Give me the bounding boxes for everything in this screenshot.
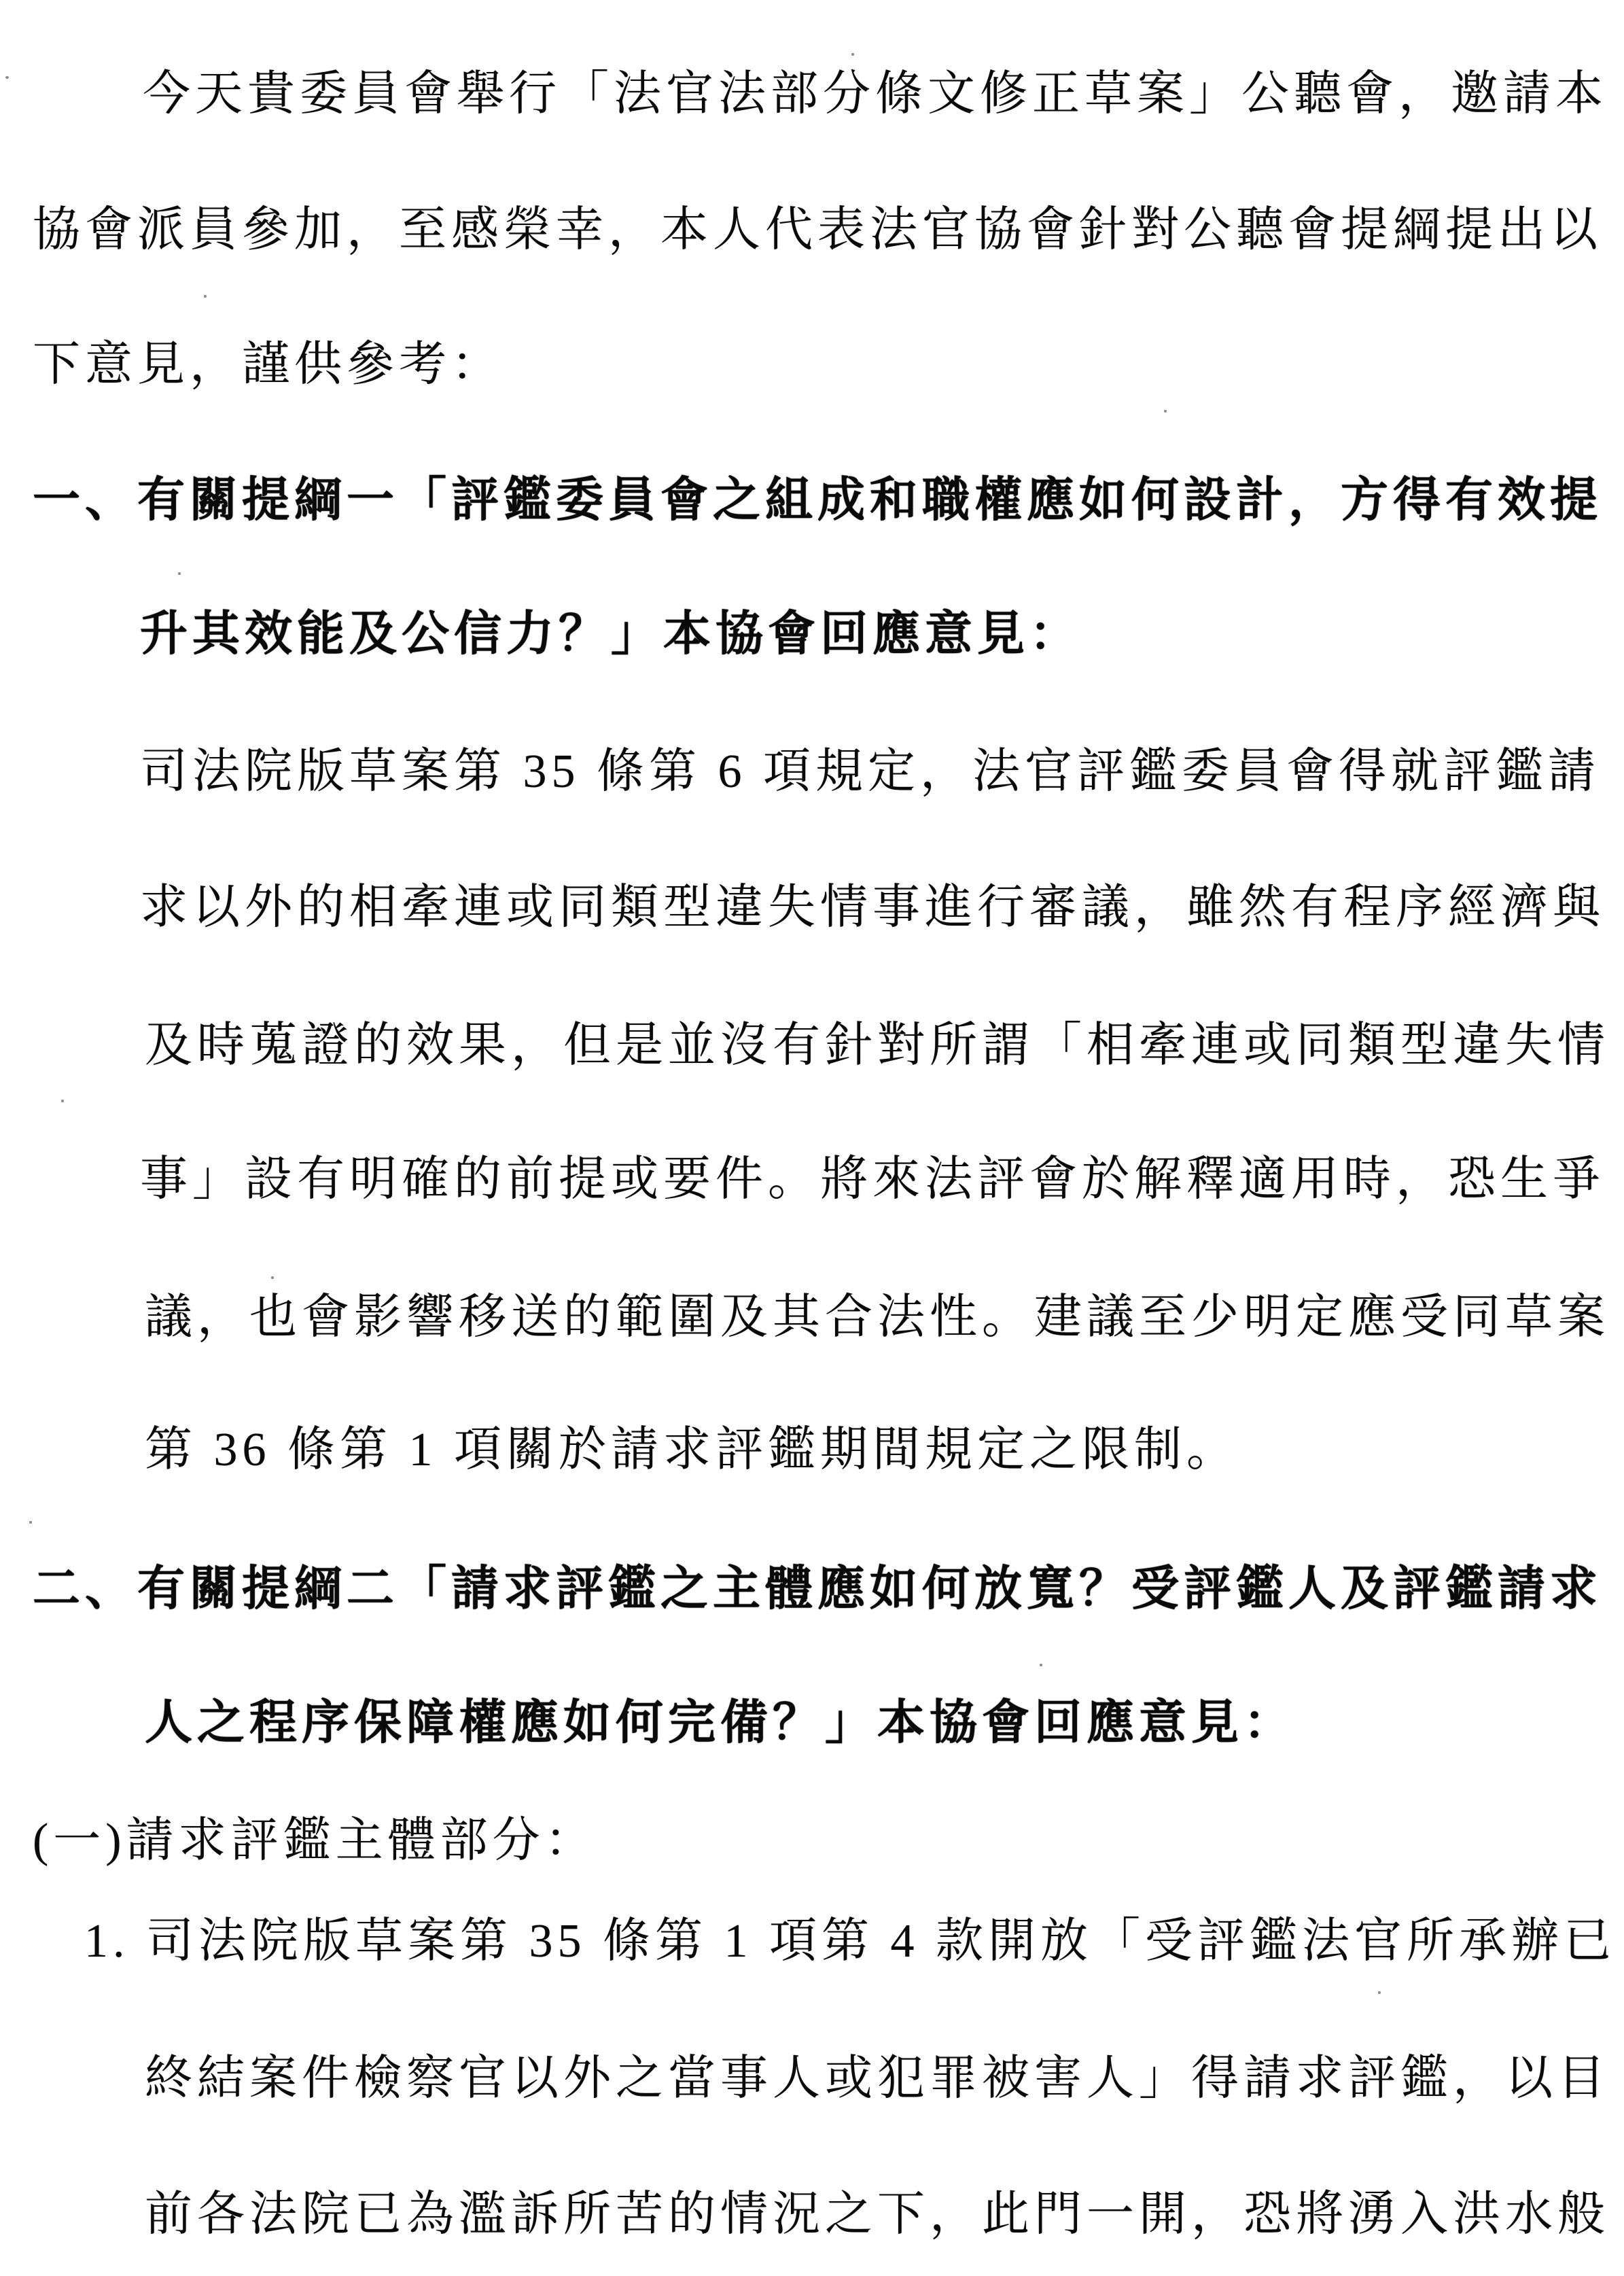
paragraph-line: 求以外的相牽連或同類型違失情事進行審議，雖然有程序經濟與 bbox=[140, 881, 1605, 934]
paragraph-line: 及時蒐證的效果，但是並沒有針對所謂「相牽連或同類型違失情 bbox=[145, 1019, 1610, 1072]
paragraph-line: 議，也會影響移送的範圍及其合法性。建議至少明定應受同草案 bbox=[145, 1291, 1610, 1344]
scan-speck bbox=[271, 1276, 274, 1279]
paragraph-line: 協會派員參加，至感榮幸，本人代表法官協會針對公聽會提綱提出以 bbox=[33, 204, 1602, 256]
scan-speck bbox=[851, 53, 854, 56]
scan-speck bbox=[5, 76, 9, 79]
scan-speck bbox=[29, 1521, 32, 1524]
paragraph-line: 下意見，謹供參考： bbox=[33, 338, 504, 391]
scan-speck bbox=[178, 572, 181, 575]
section-heading-line: 人之程序保障權應如何完備？」本協會回應意見： bbox=[145, 1697, 1296, 1749]
subsection-heading-line: (一)請求評鑑主體部分： bbox=[33, 1815, 597, 1867]
numbered-item-line: 1. 司法院版草案第 35 條第 1 項第 4 款開放「受評鑑法官所承辦已 bbox=[84, 1915, 1616, 1967]
paragraph-line: 前各法院已為濫訴所苦的情況之下，此門一開，恐將湧入洪水般 bbox=[145, 2188, 1610, 2241]
section-heading-line: 一、有關提綱一「評鑑委員會之組成和職權應如何設計，方得有效提 bbox=[33, 474, 1602, 527]
scan-speck bbox=[1164, 410, 1167, 413]
paragraph-line: 事」設有明確的前提或要件。將來法評會於解釋適用時，恐生爭 bbox=[140, 1153, 1605, 1206]
scan-speck bbox=[204, 295, 207, 298]
section-heading-line: 二、有關提綱二「請求評鑑之主體應如何放寬？受評鑑人及評鑑請求 bbox=[33, 1563, 1602, 1615]
scan-speck bbox=[1040, 1664, 1042, 1666]
paragraph-line: 第 36 條第 1 項關於請求評鑑期間規定之限制。 bbox=[145, 1424, 1239, 1476]
section-heading-line: 升其效能及公信力？」本協會回應意見： bbox=[140, 608, 1082, 661]
scan-speck bbox=[61, 1100, 64, 1102]
scan-speck bbox=[1378, 1991, 1381, 1994]
paragraph-line: 司法院版草案第 35 條第 6 項規定，法官評鑑委員會得就評鑑請 bbox=[140, 746, 1600, 798]
paragraph-line: 終結案件檢察官以外之當事人或犯罪被害人」得請求評鑑，以目 bbox=[145, 2052, 1610, 2105]
paragraph-line: 今天貴委員會舉行「法官法部分條文修正草案」公聽會，邀請本 bbox=[143, 68, 1608, 120]
